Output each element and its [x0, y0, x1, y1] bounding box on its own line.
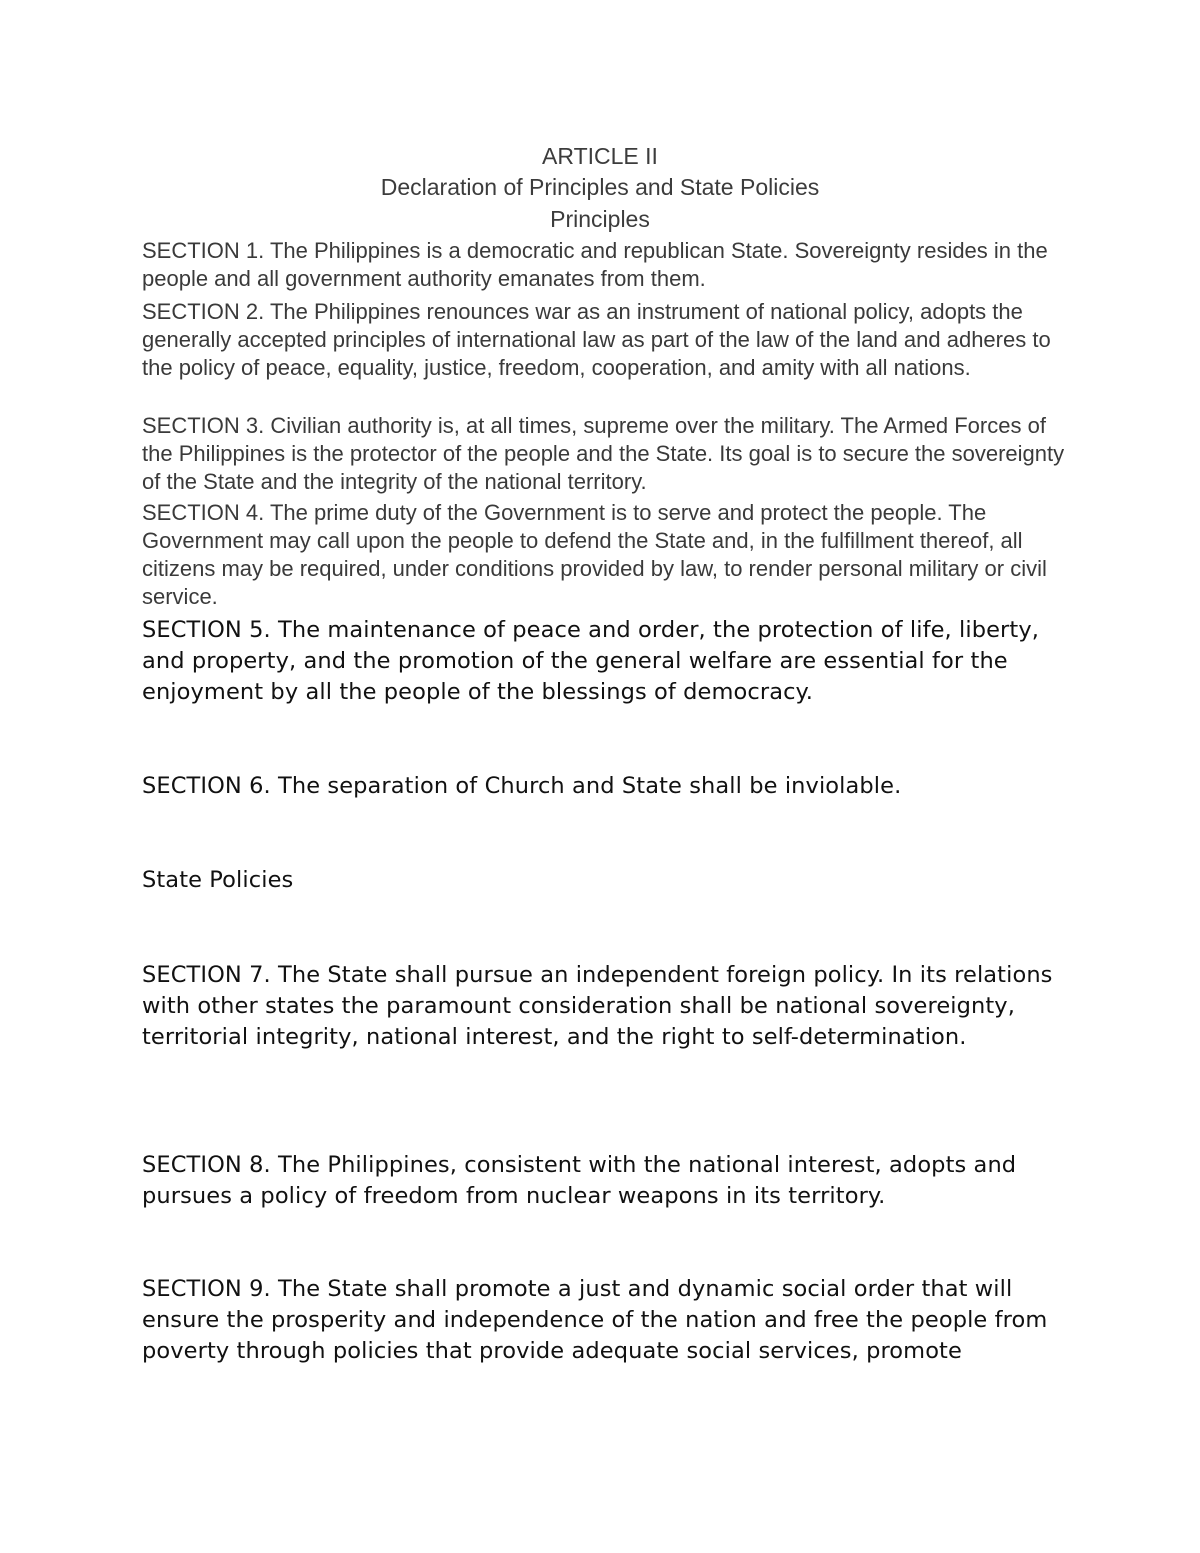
article-title: Declaration of Principles and State Policies: [380, 174, 820, 200]
section-4: SECTION 4. The prime duty of the Government is to serve and protect the people. The Government may call upon the people to defend the State and, in the fulfillment thereof, all citizens may be required, under conditions provided by law, to render personal military or civil service.: [142, 500, 1047, 609]
section-7: SECTION 7. The State shall pursue an independent foreign policy. In its relations with other states the paramount consideration shall be national sovereignty, territorial integrity, national interest, and the right to self-determination.: [142, 962, 1053, 1050]
section-8: SECTION 8. The Philippines, consistent with the national interest, adopts and pursues a policy of freedom from nuclear weapons in its territory.: [142, 1152, 1017, 1209]
section-9: SECTION 9. The State shall promote a just and dynamic social order that will ensure the prosperity and independence of the nation and free the people from poverty through policies that provide adequate social services, promote: [142, 1276, 1048, 1364]
state-policies-heading: State Policies: [142, 867, 294, 893]
section-3: SECTION 3. Civilian authority is, at all times, supreme over the military. The Armed Forces of the Philippines is the protector of the people and the State. Its goal is to secure the sovereignty of the State and the integrity of the national territory.: [142, 413, 1065, 494]
section-1: SECTION 1. The Philippines is a democratic and republican State. Sovereignty resides in the people and all government authority emanates from them.: [142, 238, 1048, 291]
section-5: SECTION 5. The maintenance of peace and order, the protection of life, liberty, and property, and the promotion of the general welfare are essential for the enjoyment by all the people of the blessings of democracy.: [142, 617, 1040, 705]
section-2: SECTION 2. The Philippines renounces war as an instrument of national policy, adopts the generally accepted principles of international law as part of the law of the land and adheres to the policy of peace, equality, justice, freedom, cooperation, and amity with all nations.: [142, 299, 1051, 380]
article-heading: ARTICLE II: [542, 143, 658, 169]
section-6: SECTION 6. The separation of Church and State shall be inviolable.: [142, 773, 902, 799]
principles-subheading: Principles: [550, 206, 650, 232]
